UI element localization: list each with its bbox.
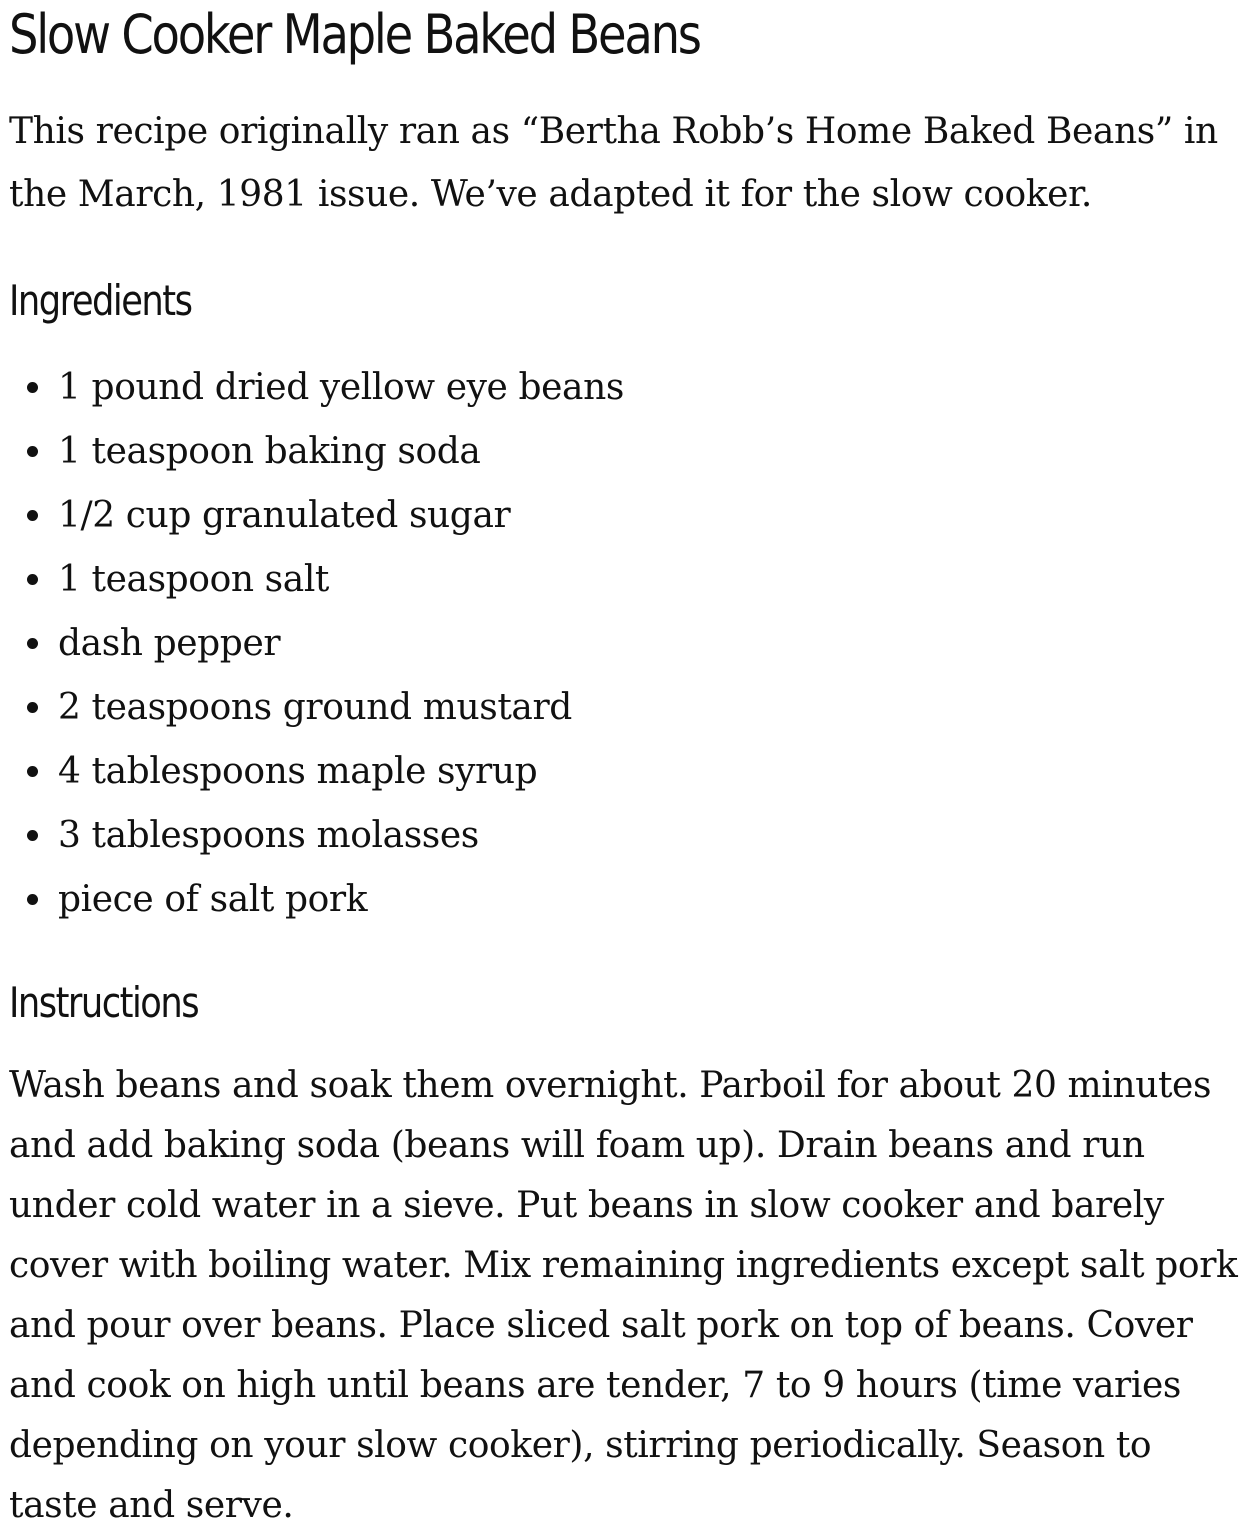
ingredient-item (9, 804, 1250, 868)
ingredient-item (9, 420, 1250, 484)
recipe-title: Slow Cooker Maple Baked Beans (9, 3, 700, 66)
ingredient-item (9, 676, 1250, 740)
ingredients-list (9, 356, 1250, 932)
bullet-icon (27, 766, 38, 777)
instructions-heading: Instructions (9, 978, 199, 1027)
ingredient-item (9, 612, 1250, 676)
ingredient-item (9, 868, 1250, 932)
ingredient-text: 1 teaspoon baking soda (58, 431, 481, 472)
ingredient-text: dash pepper (58, 623, 281, 664)
ingredient-item (9, 740, 1250, 804)
bullet-icon (27, 510, 38, 521)
ingredients-heading: Ingredients (9, 276, 192, 325)
ingredient-item (9, 548, 1250, 612)
instructions-text: Wash beans and soak them overnight. Parboil for about 20 minutes and add baking soda (beans will foam up). Drain beans and run under cold water in a sieve. Put beans in slow cooker and barely cover with boiling water. Mix remaining ingredients except salt pork and pour over beans. Place sliced salt pork on top of beans. Cover and cook on high until beans are tender, 7 to 9 hours (time varies depending on your slow cooker), stirring periodically. Season to taste and serve. (9, 1065, 1238, 1526)
bullet-icon (27, 830, 38, 841)
recipe-intro: This recipe originally ran as “Bertha Robb’s Home Baked Beans” in the March, 1981 issue. We’ve adapted it for the slow cooker. (9, 111, 1218, 215)
ingredient-text: 1 pound dried yellow eye beans (58, 367, 624, 408)
ingredient-text: 2 teaspoons ground mustard (58, 687, 572, 728)
ingredient-text: 3 tablespoons molasses (58, 815, 479, 856)
bullet-icon (27, 446, 38, 457)
bullet-icon (27, 574, 38, 585)
ingredient-text: 1/2 cup granulated sugar (58, 495, 511, 536)
ingredient-item (9, 484, 1250, 548)
ingredient-text: piece of salt pork (58, 879, 368, 920)
bullet-icon (27, 894, 38, 905)
bullet-icon (27, 382, 38, 393)
ingredient-text: 4 tablespoons maple syrup (58, 751, 538, 792)
ingredient-item (9, 356, 1250, 420)
ingredient-text: 1 teaspoon salt (58, 559, 329, 600)
bullet-icon (27, 638, 38, 649)
bullet-icon (27, 702, 38, 713)
